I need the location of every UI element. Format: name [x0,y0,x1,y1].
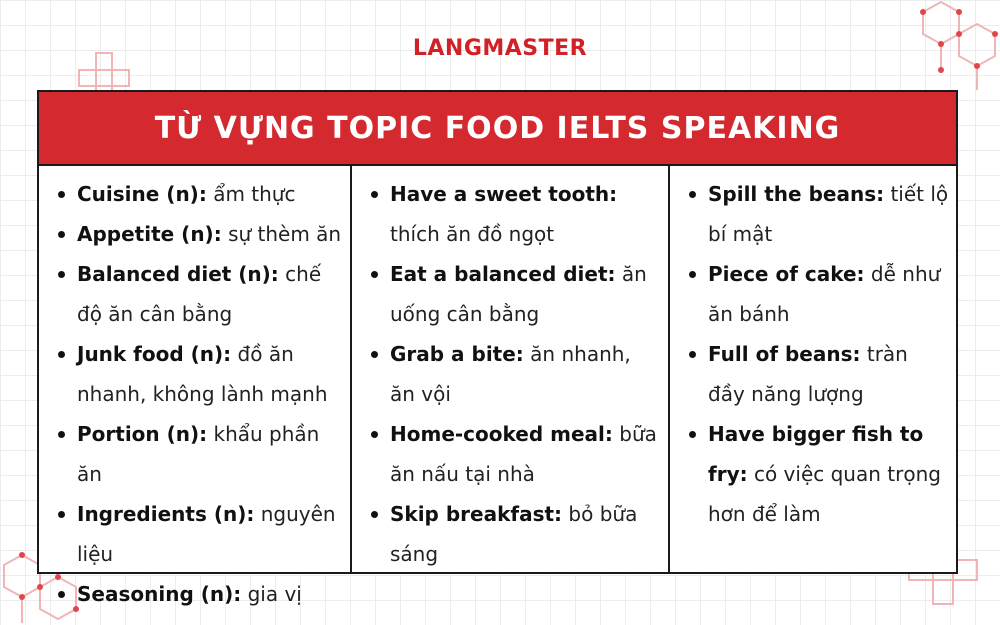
vocabulary-term: Have bigger fish to fry: [708,422,924,486]
vocabulary-term: Portion (n): [77,422,208,446]
vocabulary-item [53,414,344,494]
vocabulary-definition: bữa ăn nấu tại nhà [390,422,657,486]
vocabulary-term: Piece of cake: [708,262,865,286]
vocabulary-term: Skip breakfast: [390,502,563,526]
vocabulary-column-2 [350,166,668,574]
vocabulary-item [366,494,662,574]
vocabulary-definition: gia vị [247,582,302,606]
banner-title: TỪ VỰNG TOPIC FOOD IELTS SPEAKING [39,92,956,166]
vocabulary-term: Junk food (n): [77,342,232,366]
vocabulary-item [366,414,662,494]
vocabulary-definition: thích ăn đồ ngọt [390,222,555,246]
vocabulary-term: Balanced diet (n): [77,262,279,286]
vocabulary-term: Cuisine (n): [77,182,207,206]
vocabulary-columns [39,166,956,606]
vocabulary-definition: có việc quan trọng hơn để làm [708,462,941,526]
vocabulary-definition: nguyên liệu [77,502,336,566]
vocabulary-term: Ingredients (n): [77,502,255,526]
vocabulary-item [53,494,344,574]
vocabulary-item [684,414,950,534]
vocabulary-definition: dễ như ăn bánh [708,262,941,326]
vocabulary-item [53,254,344,334]
vocabulary-definition: tiết lộ bí mật [708,182,949,246]
vocabulary-item [53,174,344,214]
vocabulary-item [684,254,950,334]
vocabulary-item [684,174,950,254]
vocabulary-item [53,214,344,254]
vocabulary-item [366,254,662,334]
vocabulary-definition: ăn uống cân bằng [390,262,647,326]
vocabulary-term: Appetite (n): [77,222,222,246]
langmaster-logo: LANGMASTER [412,36,588,61]
vocabulary-term: Spill the beans: [708,182,885,206]
vocabulary-item [684,334,950,414]
vocabulary-definition: khẩu phần ăn [77,422,320,486]
vocabulary-item [366,334,662,414]
vocabulary-term: Seasoning (n): [77,582,242,606]
vocabulary-term: Home-cooked meal: [390,422,613,446]
vocabulary-term: Eat a balanced diet: [390,262,616,286]
vocabulary-definition: tràn đầy năng lượng [708,342,908,406]
vocabulary-definition: ẩm thực [213,182,296,206]
vocabulary-item [366,174,662,254]
vocabulary-definition: chế độ ăn cân bằng [77,262,322,326]
vocabulary-definition: đồ ăn nhanh, không lành mạnh [77,342,328,406]
vocabulary-item [53,574,344,614]
vocabulary-column-1 [39,166,350,606]
vocabulary-term: Full of beans: [708,342,861,366]
vocabulary-term: Grab a bite: [390,342,524,366]
vocabulary-item [53,334,344,414]
vocabulary-card [37,90,958,606]
vocabulary-definition: sự thèm ăn [228,222,342,246]
vocabulary-column-3 [668,166,956,574]
vocabulary-definition: bỏ bữa sáng [390,502,638,566]
vocabulary-definition: ăn nhanh, ăn vội [390,342,631,406]
vocabulary-term: Have a sweet tooth: [390,182,618,206]
